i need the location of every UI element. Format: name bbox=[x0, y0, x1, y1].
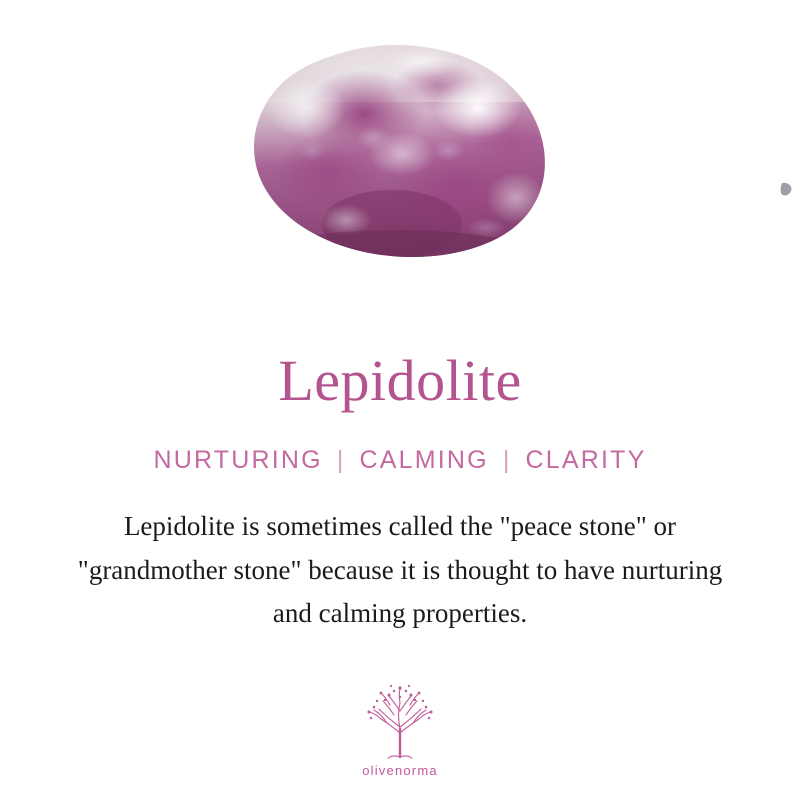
lepidolite-stone-image bbox=[242, 42, 550, 264]
keyword-clarity: CLARITY bbox=[525, 446, 647, 474]
page-title: Lepidolite bbox=[278, 348, 522, 413]
stone-chip-fragment bbox=[780, 182, 794, 198]
keyword-calming: CALMING bbox=[359, 446, 489, 474]
tree-of-life-icon bbox=[357, 683, 443, 761]
keyword-list bbox=[153, 446, 646, 475]
brand-name: olivenorma bbox=[362, 763, 438, 778]
description-text: Lepidolite is sometimes called the "peace stone" or "grandmother stone" because it is thought to have nurturing and calming properties. bbox=[77, 511, 723, 629]
stone-illustration-svg bbox=[242, 42, 550, 264]
stone-image-container bbox=[0, 0, 800, 300]
keyword-separator: | bbox=[502, 446, 512, 474]
brand-logo bbox=[0, 683, 800, 778]
keyword-separator: | bbox=[336, 446, 346, 474]
keyword-nurturing: NURTURING bbox=[153, 446, 323, 474]
